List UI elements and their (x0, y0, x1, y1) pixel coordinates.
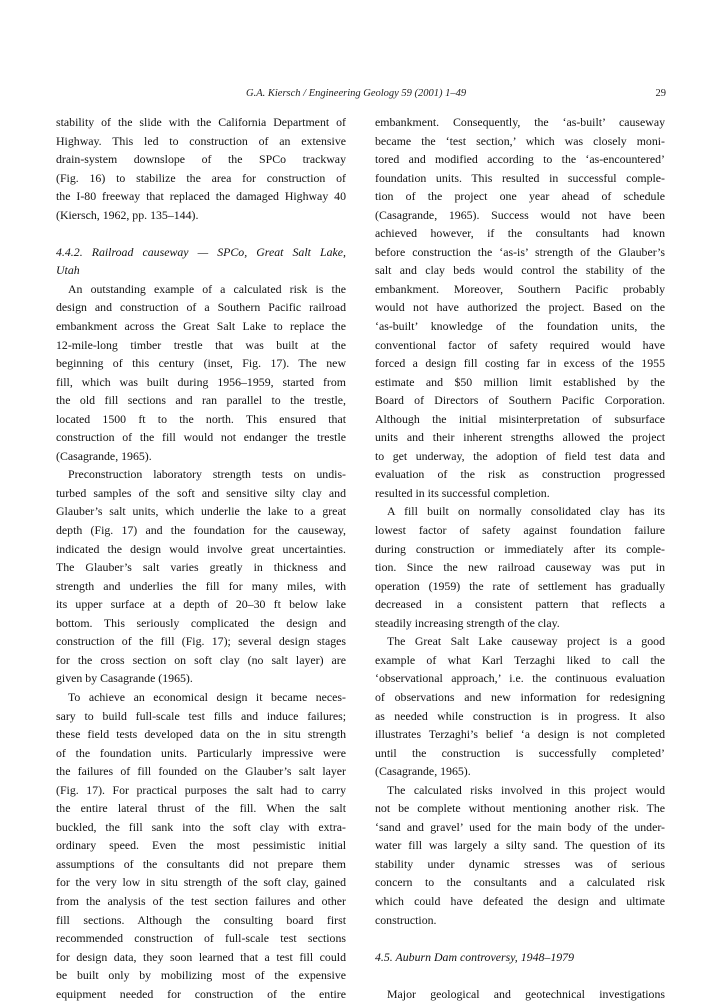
text-line: strength and underlies the fill for many miles, with (56, 578, 346, 593)
text-line: Highway. This led to construction of an extensive (56, 133, 346, 148)
text-line: (Fig. 16) to stabilize the area for construction of (56, 170, 346, 185)
text-line: decreased in a consistent pattern that reflects a (375, 597, 665, 612)
text-line: fill sections. Although the consulting board first (56, 912, 346, 927)
text-line: 12-mile-long timber trestle that was built at the (56, 337, 346, 352)
text-line: (Casagrande, 1965). (56, 448, 152, 463)
paragraph (375, 632, 665, 780)
paragraph (375, 113, 665, 502)
section-heading (375, 948, 665, 967)
heading-line: Utah (56, 263, 80, 278)
paragraph (56, 465, 346, 688)
text-line: stability under dynamic stresses was of serious (375, 856, 665, 871)
journal-citation: G.A. Kiersch / Engineering Geology 59 (2001) 1–49 (246, 88, 467, 99)
text-line: fill, which was built during 1956–1959, started from (56, 374, 346, 389)
text-line: indicated the design would involve great uncertainties. (56, 541, 346, 556)
text-line: operation (1959) the rate of settlement has gradually (375, 578, 665, 593)
text-line: (Casagrande, 1965). Success would not have been (375, 207, 665, 222)
text-line: be built only by mobilizing most of the expensive (56, 968, 346, 983)
text-line: the entire lateral thrust of the fill. When the salt (56, 801, 346, 816)
text-line: embankment across the Great Salt Lake to replace the (56, 319, 346, 334)
text-line: salt and clay beds would control the stability of the (375, 263, 665, 278)
text-line: Preconstruction laboratory strength tests on undis- (68, 467, 346, 482)
text-line: Major geological and geotechnical investigations (387, 986, 665, 1001)
text-line: construction. (375, 912, 437, 927)
text-line: (Fig. 17). For practical purposes the salt had to carry (56, 782, 346, 797)
text-line: as needed while construction is in progress. It also (375, 708, 665, 723)
text-line: became the ‘test section,’ which was closely moni- (375, 133, 665, 148)
text-line: Glauber’s salt units, which underlie the lake to a great (56, 504, 346, 519)
text-line: ‘observational approach,’ i.e. the continuous evaluation (375, 671, 665, 686)
text-line: beginning of this century (inset, Fig. 17). The new (56, 356, 346, 371)
text-line: estimate and $50 million limit established by the (375, 374, 665, 389)
text-line: located 1500 ft to the north. This ensured that (56, 411, 346, 426)
text-line: units and their inherent strengths allowed the project (375, 430, 665, 445)
text-line: construction of the fill (Fig. 17); several design stages (56, 634, 346, 649)
text-line: embankment. Consequently, the ‘as-built’ causeway (375, 115, 665, 129)
text-line: of the foundation units. Particularly impressive were (56, 745, 346, 760)
text-line: The calculated risks involved in this project would (387, 782, 665, 797)
text-line: ‘as-built’ knowledge of the foundation units, the (375, 319, 665, 334)
text-line: these field tests developed data on the in situ strength (56, 727, 346, 742)
text-line: embankment. Moreover, Southern Pacific probably (375, 281, 665, 296)
text-line: foundation units. This resulted in successful comple- (375, 170, 665, 185)
text-line: before construction the ‘as-is’ strength of the Glauber’s (375, 244, 665, 259)
text-line: ordinary speed. Even the most pessimistic initial (56, 838, 346, 853)
text-line: the I-80 freeway that replaced the damaged Highway 40 (56, 189, 346, 204)
text-line: Board of Directors of Southern Pacific Corporation. (375, 393, 665, 408)
text-line: (Kiersch, 1962, pp. 135–144). (56, 207, 199, 222)
section-heading (56, 243, 346, 280)
text-line: which could have defeated the design and ultimate (375, 893, 665, 908)
text-line: until the construction is successfully completed’ (375, 745, 665, 760)
text-line: To achieve an economical design it became neces- (68, 689, 346, 704)
text-line: (Casagrande, 1965). (375, 764, 471, 779)
text-line: turbed samples of the soft and sensitive silty clay and (56, 485, 346, 500)
text-line: A fill built on normally consolidated clay has its (387, 504, 665, 519)
text-line: tored and modified according to the ‘as-encountered’ (375, 152, 665, 167)
text-line: An outstanding example of a calculated risk is the (68, 281, 346, 296)
left-column (56, 113, 346, 1003)
text-line: illustrates Terzaghi’s belief ‘a design is not completed (375, 727, 665, 742)
text-line: design and construction of a Southern Pacific railroad (56, 300, 346, 315)
text-line: evaluation of the risk as construction progressed (375, 467, 665, 482)
text-line: assumptions of the consultants did not prepare them (56, 856, 346, 871)
right-column (375, 113, 665, 1003)
text-line: would not have authorized the project. Based on the (375, 300, 665, 315)
text-line: depth (Fig. 17) and the foundation for the causeway, (56, 523, 346, 538)
text-line: not be complete without mentioning another risk. The (375, 801, 665, 816)
paragraph (56, 688, 346, 1003)
text-line: its upper surface at a depth of 20–30 ft below lake (56, 597, 346, 612)
heading-line: 4.4.2. Railroad causeway — SPCo, Great Salt Lake, (56, 244, 346, 259)
text-line: steadily increasing strength of the clay. (375, 615, 560, 630)
text-line: construction of the fill would not endanger the trestle (56, 430, 346, 445)
text-line: resulted in its successful completion. (375, 485, 550, 500)
text-line: Although the initial misinterpretation of subsurface (375, 411, 665, 426)
paragraph (375, 781, 665, 929)
text-line: stability of the slide with the California Department of (56, 115, 346, 129)
text-line: The Glauber’s salt varies greatly in thickness and (56, 560, 346, 575)
text-line: equipment needed for construction of the entire (56, 986, 346, 1001)
text-line: tion of the project one year ahead of schedule (375, 189, 665, 204)
text-line: concern to the consultants and a calculated risk (375, 875, 665, 890)
text-line: conventional factor of safety required would have (375, 337, 665, 352)
text-line: given by Casagrande (1965). (56, 671, 193, 686)
text-line: for the very low in situ strength of the soft clay, gained (56, 875, 346, 890)
text-line: bottom. This seriously complicated the design and (56, 615, 346, 630)
text-line: during construction or immediately after its comple- (375, 541, 665, 556)
text-line: forced a design fill costing far in excess of the 1955 (375, 356, 665, 371)
text-line: from the analysis of the test section failures and other (56, 893, 346, 908)
text-line: drain-system downslope of the SPCo trackway (56, 152, 346, 167)
text-line: for design data, they soon learned that a test fill could (56, 949, 346, 964)
text-line: the failures of fill founded on the Glauber’s salt layer (56, 764, 346, 779)
paragraph (56, 280, 346, 465)
text-line: the old fill sections and ran parallel to the trestle, (56, 393, 346, 408)
text-line: lowest factor of safety against foundation failure (375, 523, 665, 538)
text-line: for the cross section on soft clay (no salt layer) are (56, 652, 346, 667)
heading-line: 4.5. Auburn Dam controversy, 1948–1979 (375, 949, 575, 964)
page-number: 29 (655, 88, 666, 99)
text-line: water fill was largely a silty sand. The question of its (375, 838, 665, 853)
paragraph (56, 113, 346, 224)
text-line: of observations and new information for redesigning (375, 689, 665, 704)
text-line: The Great Salt Lake causeway project is a good (387, 634, 665, 649)
text-line: achieved however, if the consultants had known (375, 226, 665, 241)
text-line: ‘sand and gravel’ used for the main body of the under- (375, 819, 665, 834)
text-line: buckled, the fill sank into the soft clay with extra- (56, 819, 346, 834)
text-line: sary to build full-scale test fills and induce failures; (56, 708, 346, 723)
text-line: tion. Since the new railroad causeway was put in (375, 560, 665, 575)
paragraph (375, 502, 665, 632)
text-line: to get underway, the adoption of field test data and (375, 448, 665, 463)
text-line: example of what Karl Terzaghi liked to call the (375, 652, 665, 667)
text-line: recommended construction of full-scale test sections (56, 931, 346, 946)
